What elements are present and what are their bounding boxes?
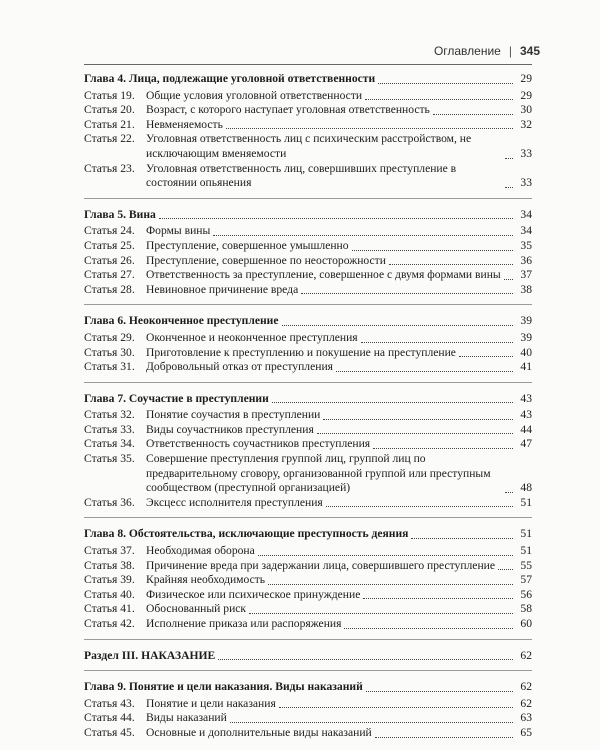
table-of-contents [84,72,532,741]
article-label: Статья 39. [84,573,135,587]
toc-entry[interactable] [84,573,532,588]
article-body [146,697,532,712]
toc-chapter [84,680,532,740]
article-label: Статья 41. [84,602,135,616]
toc-entry[interactable] [84,132,532,161]
article-label: Статья 33. [84,422,135,436]
leader-dots [505,491,513,493]
toc-chapter [84,392,532,511]
article-page: 33 [520,146,532,160]
article-label: Статья 23. [84,161,135,175]
article-body [146,602,532,617]
header-separator: | [508,44,512,58]
running-header [434,44,540,58]
toc-entry[interactable] [84,408,532,423]
leader-dots [301,292,513,294]
article-title: Ответственность за преступление, совершенное с двумя формами вины [146,268,501,282]
article-page: 40 [520,345,532,359]
article-body [146,132,532,161]
article-title: Уголовная ответственность лиц, совершивших преступление в состоянии опьянения [146,161,457,190]
article-page: 32 [520,117,532,131]
article-page: 43 [520,408,532,422]
article-label: Статья 43. [84,696,135,710]
article-page: 48 [520,481,532,495]
leader-dots [498,568,513,570]
article-title: Оконченное и неоконченное преступления [146,330,358,344]
article-label: Статья 44. [84,711,135,725]
chapter-title: Глава 9. Понятие и цели наказания. Виды наказаний [84,680,363,694]
article-body [146,408,532,423]
article-body [146,559,532,574]
article-page: 36 [520,253,532,267]
leader-dots [282,324,513,326]
toc-entry[interactable] [84,617,532,632]
article-title: Основные и дополнительные виды наказаний [146,725,372,739]
article-body [146,89,532,104]
toc-entry[interactable] [84,283,532,298]
chapter-page: 43 [520,391,532,405]
chapter-divider [84,382,532,383]
article-label: Статья 27. [84,268,135,282]
leader-dots [326,505,513,507]
article-page: 29 [520,88,532,102]
leader-dots [366,690,513,692]
article-title: Преступление, совершенное умышленно [146,238,349,252]
toc-entry[interactable] [84,162,532,191]
leader-dots [268,583,513,585]
article-title: Необходимая оборона [146,544,255,558]
article-page: 63 [520,711,532,725]
article-page: 55 [520,558,532,572]
article-title: Ответственность соучастников преступления [146,437,371,451]
article-page: 51 [520,544,532,558]
toc-entry[interactable] [84,711,532,726]
toc-entry[interactable] [84,331,532,346]
toc-entry[interactable] [84,103,532,118]
leader-dots [258,554,513,556]
article-title: Добровольный отказ от преступления [146,360,333,374]
article-title: Эксцесс исполнителя преступления [146,495,323,509]
article-page: 62 [520,696,532,710]
article-label: Статья 26. [84,253,135,267]
article-body [146,496,532,511]
toc-chapter [84,527,532,631]
chapter-page: 34 [520,207,532,221]
article-title: Преступление, совершенное по неосторожности [146,253,386,267]
chapter-title: Глава 7. Соучастие в преступлении [84,391,269,405]
leader-dots [226,127,513,129]
chapter-divider [84,517,532,518]
chapter-title-row[interactable] [84,208,532,223]
leader-dots [505,186,513,188]
chapter-title-row[interactable] [84,680,532,695]
article-label: Статья 22. [84,132,135,146]
article-body [146,437,532,452]
toc-chapter [84,649,532,664]
article-body [146,452,532,496]
article-label: Статья 24. [84,224,135,238]
article-title: Понятие соучастия в преступлении [146,408,321,422]
article-label: Статья 19. [84,88,135,102]
article-body [146,617,532,632]
toc-entry[interactable] [84,224,532,239]
chapter-title: Раздел III. НАКАЗАНИЕ [84,648,216,662]
chapter-title: Глава 8. Обстоятельства, исключающие преступность деяния [84,527,409,541]
article-body [146,239,532,254]
leader-dots [159,217,513,219]
toc-chapter [84,314,532,374]
article-page: 44 [520,422,532,436]
article-label: Статья 35. [84,452,135,466]
article-label: Статья 34. [84,437,135,451]
article-title: Уголовная ответственность лиц с психическим расстройством, не исключающим вменяемости [146,132,472,160]
article-page: 39 [520,330,532,344]
toc-entry[interactable] [84,268,532,283]
article-page: 41 [520,360,532,374]
article-label: Статья 20. [84,103,135,117]
chapter-page: 62 [520,648,532,662]
article-body [146,360,532,375]
chapter-title-row[interactable] [84,314,532,329]
toc-chapter [84,208,532,298]
article-body [146,423,532,438]
chapter-title-row[interactable] [84,527,532,542]
chapter-title-row[interactable] [84,649,532,664]
chapter-title: Глава 5. Вина [84,207,156,221]
article-title: Общие условия уголовной ответственности [146,88,363,102]
article-body [146,162,532,191]
article-title: Возраст, с которого наступает уголовная ответственность [146,103,430,117]
article-label: Статья 37. [84,544,135,558]
article-page: 30 [520,103,532,117]
article-title: Физическое или психическое принуждение [146,587,361,601]
chapter-page: 39 [520,314,532,328]
article-body [146,118,532,133]
leader-dots [352,249,513,251]
article-label: Статья 42. [84,617,135,630]
article-page: 47 [520,437,532,451]
leader-dots [361,341,513,343]
leader-dots [323,418,513,420]
section-title: Оглавление [433,44,501,58]
toc-entry[interactable] [84,726,532,741]
chapter-page: 51 [520,527,532,541]
leader-dots [317,432,513,434]
article-label: Статья 31. [84,360,135,374]
article-page: 57 [520,573,532,587]
article-title: Приготовление к преступлению и покушение на преступление [146,345,456,359]
article-body [146,726,532,741]
chapter-title-row[interactable] [84,72,532,87]
article-body [146,254,532,269]
leader-dots [365,98,513,100]
article-label: Статья 29. [84,330,135,344]
article-body [146,331,532,346]
toc-entry[interactable] [84,346,532,361]
article-body [146,283,532,298]
toc-entry[interactable] [84,588,532,603]
toc-entry[interactable] [84,496,532,511]
toc-entry[interactable] [84,452,532,496]
article-page: 35 [520,238,532,252]
article-page: 60 [520,617,532,630]
article-body [146,573,532,588]
article-title: Крайняя необходимость [146,573,266,587]
chapter-divider [84,670,532,671]
leader-dots [505,157,513,159]
leader-dots [433,113,513,115]
article-label: Статья 28. [84,282,135,296]
toc-entry[interactable] [84,423,532,438]
leader-dots [504,278,513,280]
toc-entry[interactable] [84,559,532,574]
article-title: Виды наказаний [146,711,227,725]
toc-entry[interactable] [84,118,532,133]
article-title: Исполнение приказа или распоряжения [146,617,342,630]
leader-dots [375,736,513,738]
toc-entry[interactable] [84,437,532,452]
leader-dots [411,537,513,539]
article-title: Формы вины [146,224,211,238]
leader-dots [249,612,513,614]
toc-chapter [84,72,532,191]
toc-entry[interactable] [84,544,532,559]
page-number: 345 [519,44,540,58]
article-title: Причинение вреда при задержании лица, совершившего преступление [146,558,496,572]
leader-dots [344,627,513,629]
chapter-divider [84,639,532,640]
chapter-title: Глава 4. Лица, подлежащие уголовной ответственности [84,72,376,85]
article-body [146,103,532,118]
article-page: 65 [520,725,532,739]
article-body [146,346,532,361]
toc-entry[interactable] [84,697,532,712]
leader-dots [218,658,513,660]
article-body [146,544,532,559]
leader-dots [213,234,513,236]
article-page: 34 [520,224,532,238]
toc-entry[interactable] [84,239,532,254]
article-label: Статья 30. [84,345,135,359]
header-rule [84,64,532,65]
article-label: Статья 40. [84,587,135,601]
article-title: Понятие и цели наказания [146,696,276,710]
article-label: Статья 36. [84,495,135,509]
article-label: Статья 25. [84,238,135,252]
article-page: 37 [520,268,532,282]
article-page: 38 [520,282,532,296]
toc-entry[interactable] [84,89,532,104]
toc-entry[interactable] [84,254,532,269]
leader-dots [279,706,513,708]
article-page: 33 [520,176,532,190]
article-page: 58 [520,602,532,616]
leader-dots [336,370,513,372]
article-label: Статья 45. [84,725,135,739]
article-body [146,711,532,726]
article-label: Статья 38. [84,558,135,572]
article-body [146,588,532,603]
leader-dots [272,401,513,403]
toc-entry[interactable] [84,602,532,617]
article-body [146,268,532,283]
article-label: Статья 32. [84,408,135,422]
toc-entry[interactable] [84,360,532,375]
article-title: Невменяемость [146,117,223,131]
article-title: Обоснованный риск [146,602,247,616]
chapter-divider [84,198,532,199]
article-page: 51 [520,495,532,509]
article-title: Невиновное причинение вреда [146,282,299,296]
article-page: 56 [520,587,532,601]
leader-dots [378,82,513,84]
chapter-title-row[interactable] [84,392,532,407]
article-body [146,224,532,239]
leader-dots [230,721,513,723]
article-label: Статья 21. [84,117,135,131]
chapter-divider [84,304,532,305]
chapter-page: 29 [520,72,532,85]
article-title: Совершение преступления группой лиц, группой лиц по предварительному сговору, организованной группой или преступным сообществом (преступной организацией) [146,452,491,495]
article-title: Виды соучастников преступления [146,422,314,436]
chapter-page: 62 [520,680,532,694]
leader-dots [459,355,513,357]
chapter-title: Глава 6. Неоконченное преступление [84,314,279,328]
leader-dots [363,597,513,599]
leader-dots [373,447,513,449]
leader-dots [389,263,513,265]
